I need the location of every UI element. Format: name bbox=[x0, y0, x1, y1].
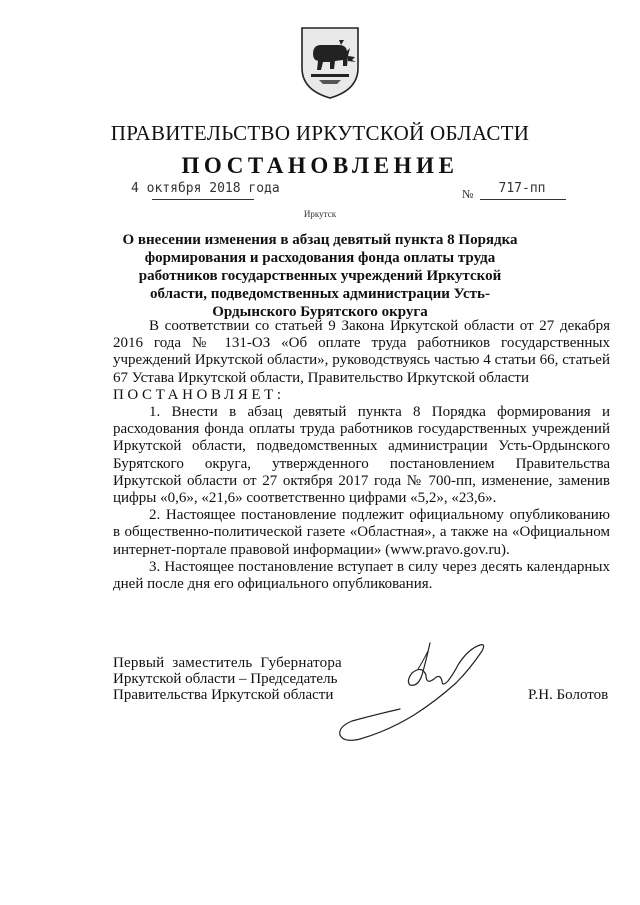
document-type: ПОСТАНОВЛЕНИЕ bbox=[181, 153, 459, 178]
signer-position bbox=[113, 655, 342, 703]
item-paragraph: 2. Настоящее постановление подлежит официальному опубликованию в общественно-политической газете «Областная», а также на «Официальном интернет-портале правовой информации» (www.pravo.gov.ru). bbox=[113, 507, 610, 558]
date-underline bbox=[152, 199, 254, 200]
item-paragraph: 3. Настоящее постановление вступает в силу через десять календарных дней после дня его официального опубликования. bbox=[113, 558, 610, 593]
city: Иркутск bbox=[303, 209, 337, 219]
number-underline bbox=[480, 199, 566, 200]
item-paragraph: 1. Внести в абзац девятый пункта 8 Порядка формирования и расходования фонда оплаты труда работников государственных учреждений Иркутской области, подведомственных администрации Усть-Ордынского Бурятского округа, утвержденного постановлением Правительства Иркутской области от 27 октября 2017 года № 700-пп, изменение, заменив цифры «0,6», «21,6» соответственно цифрами «5,2», «23,6». bbox=[113, 404, 610, 507]
number-sign: № bbox=[462, 187, 474, 201]
handwritten-signature bbox=[330, 635, 490, 745]
document-title: О внесении изменения в абзац девятый пункта 8 Порядка формирования и расходования фонда оплаты труда работников государственных учреждений Иркутской области, подведомственных администрации Усть-Ордынского Бурятского округа bbox=[122, 232, 518, 320]
document-number: 717-пп bbox=[498, 181, 546, 196]
preamble-paragraph: В соответствии со статьей 9 Закона Иркутской области от 27 декабря 2016 года № 131-ОЗ «Об оплате труда работников государственных учреждений Иркутской области», руководствуясь частью 4 статьи 66, статьей 67 Устава Иркутской области, Правительство Иркутской области bbox=[113, 318, 610, 386]
coat-of-arms-icon bbox=[299, 24, 361, 100]
signer-position-line: Первый заместитель Губернатора bbox=[113, 655, 342, 671]
government-name: ПРАВИТЕЛЬСТВО ИРКУТСКОЙ ОБЛАСТИ bbox=[110, 121, 530, 145]
signer-position-line: Правительства Иркутской области bbox=[113, 687, 334, 703]
signer-position-line: Иркутской области – Председатель bbox=[113, 671, 338, 687]
document-date: 4 октября 2018 года bbox=[131, 181, 280, 196]
signer-name: Р.Н. Болотов bbox=[528, 687, 609, 703]
document-body bbox=[113, 318, 610, 593]
resolves-heading: ПОСТАНОВЛЯЕТ: bbox=[113, 386, 285, 403]
